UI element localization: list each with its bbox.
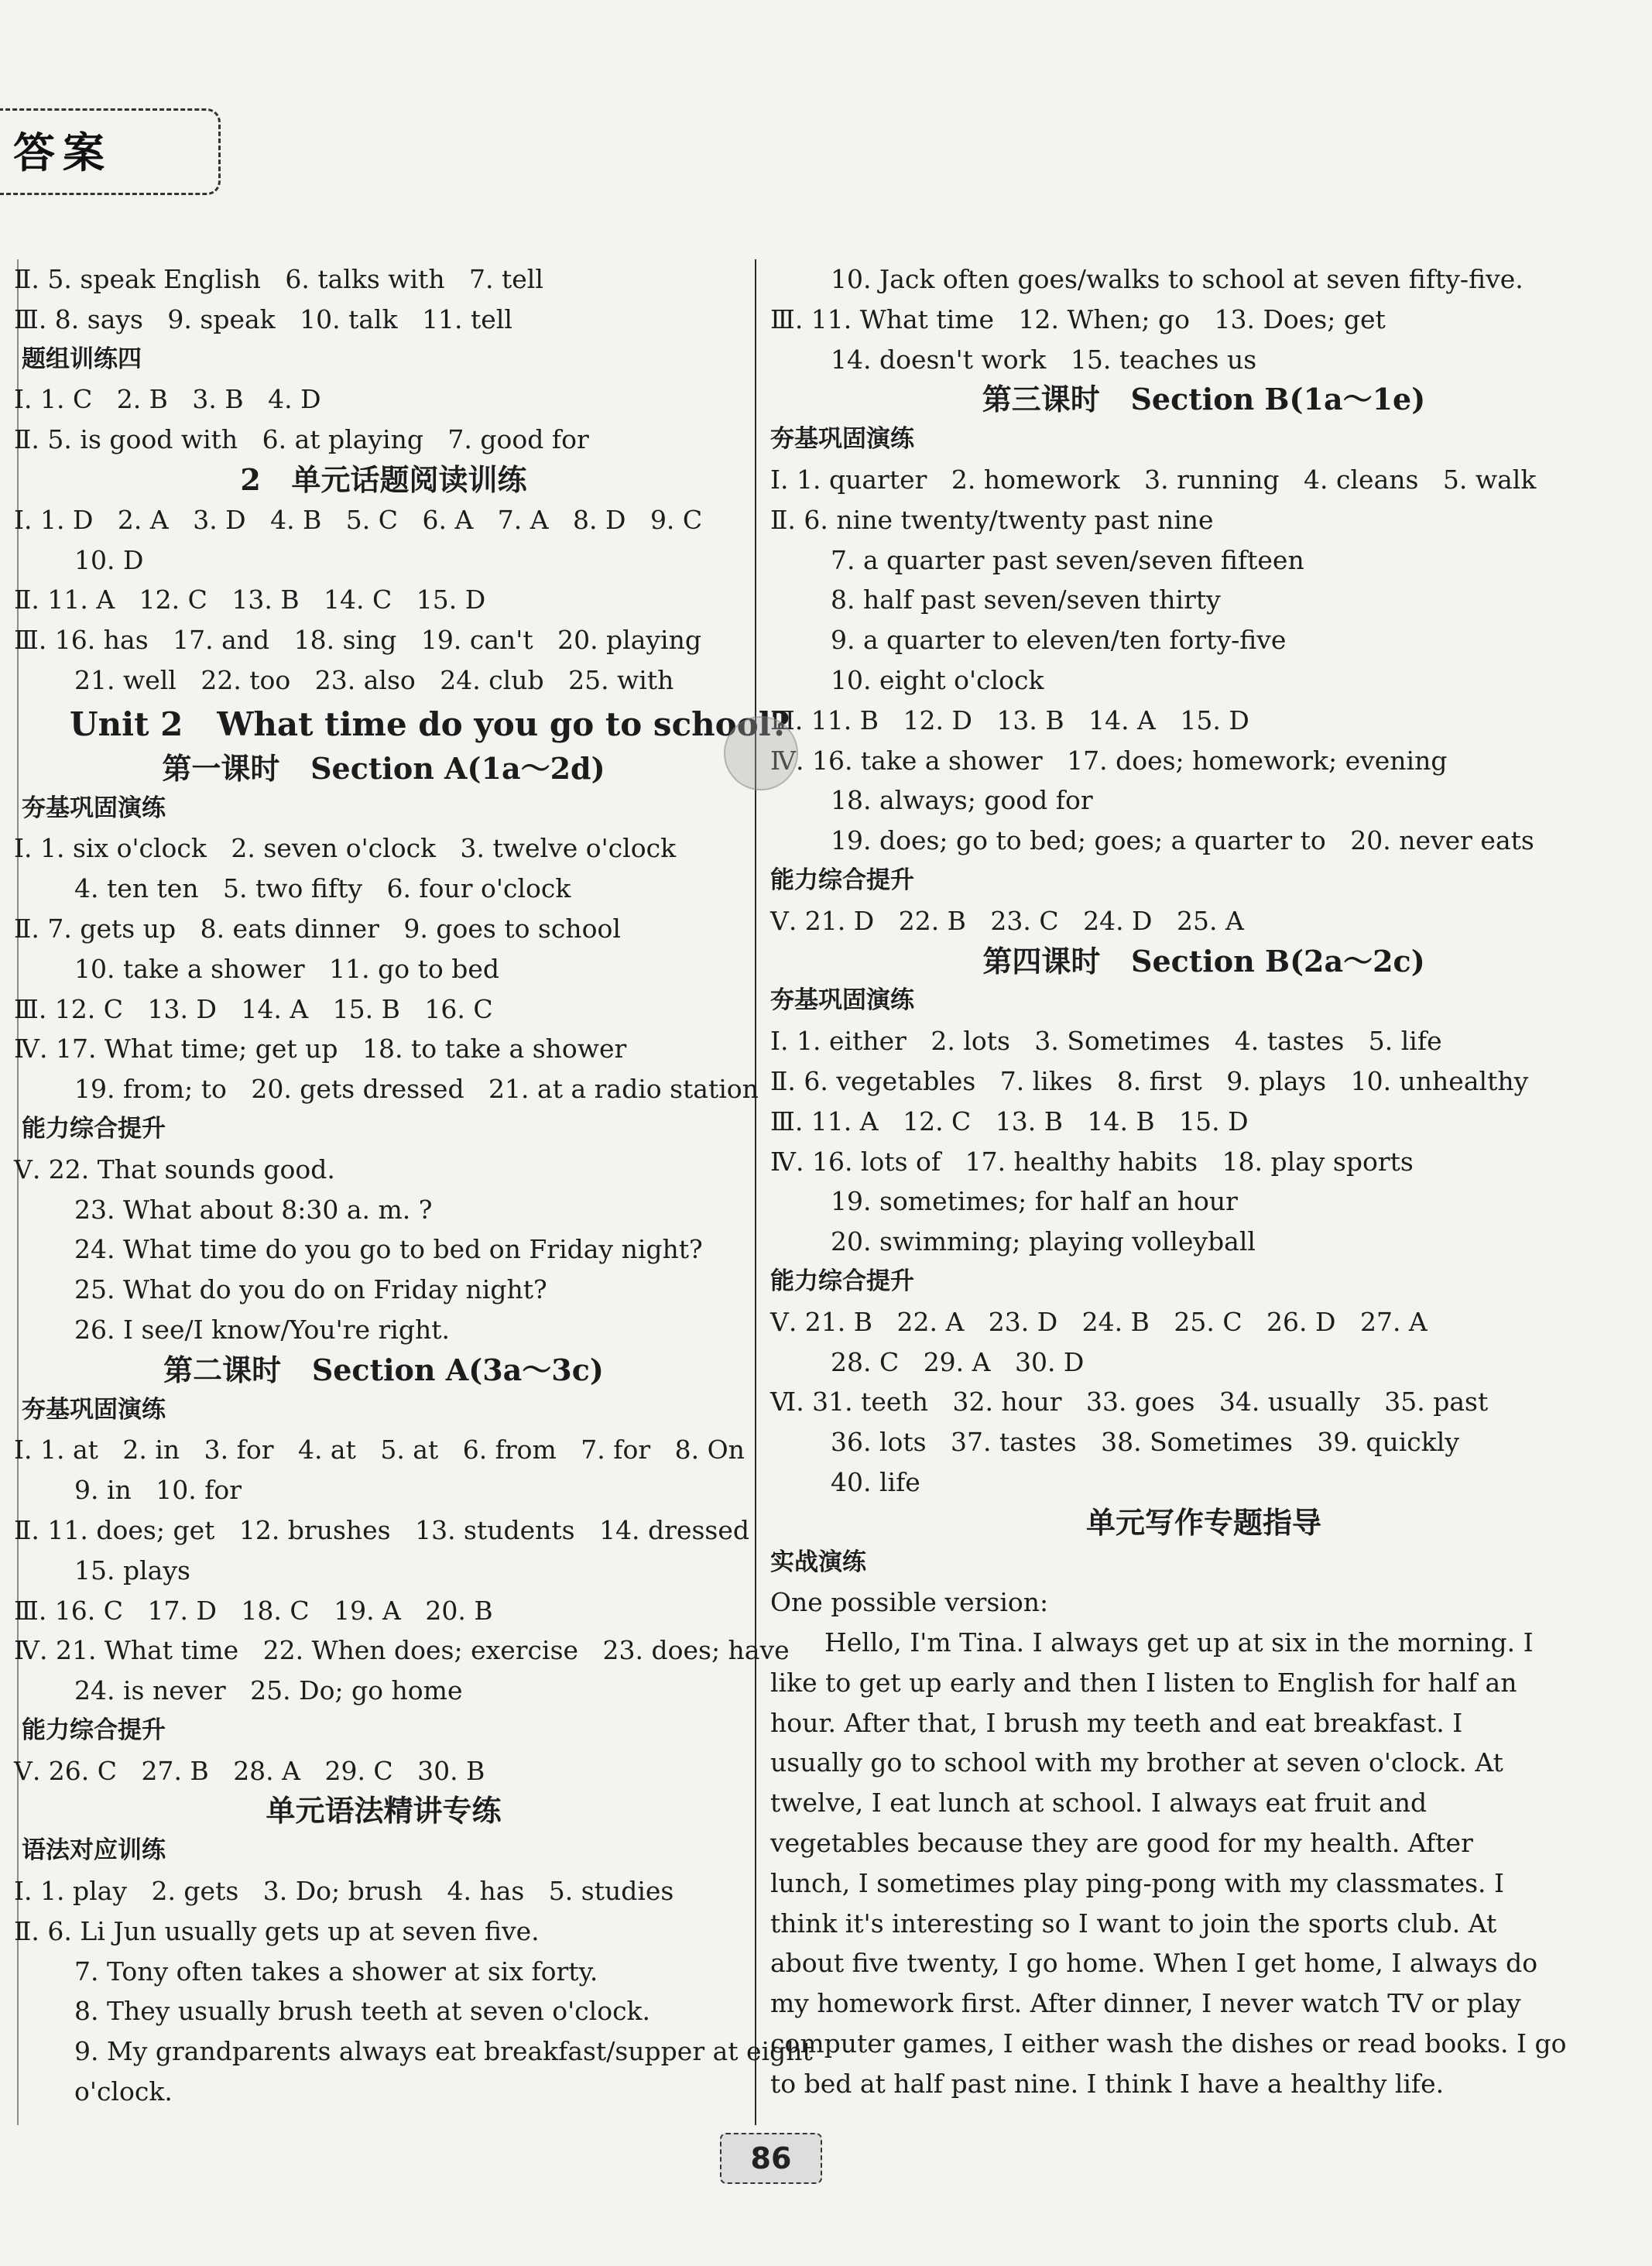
answer-line (14, 1430, 753, 1470)
answer-line (770, 2024, 1637, 2064)
exercise-label (770, 861, 1637, 901)
answer-line (770, 1703, 1637, 1743)
line-text: Unit 2 What time do you go to school? (70, 704, 790, 743)
line-text: Ⅲ. 11. What time 12. When; go 13. Does; get (770, 303, 1386, 334)
answer-line (770, 1181, 1637, 1222)
line-text: 能力综合提升 (22, 1114, 166, 1143)
answer-line (14, 500, 753, 540)
answer-line (14, 620, 753, 660)
line-text: Ⅱ. 6. nine twenty/twenty past nine (770, 504, 1214, 535)
answer-line (770, 1462, 1637, 1503)
line-text: 23. What about 8:30 a. m. ? (74, 1194, 433, 1225)
line-text: 15. plays (74, 1555, 190, 1586)
line-text: Ⅰ. 1. six o'clock 2. seven o'clock 3. twelve o'clock (14, 833, 677, 864)
answer-line (770, 1302, 1637, 1342)
answer-line (770, 1422, 1637, 1462)
answer-line (770, 901, 1637, 941)
line-text: 实战演练 (770, 1548, 866, 1576)
answer-line (14, 949, 753, 989)
line-text: 9. a quarter to eleven/ten forty-five (831, 625, 1287, 656)
answer-line (770, 1743, 1637, 1783)
exercise-label (14, 789, 753, 829)
line-text: 24. is never 25. Do; go home (74, 1675, 463, 1706)
answer-line (770, 1382, 1637, 1422)
line-text: Hello, I'm Tina. I always get up at six in the morning. I (824, 1627, 1534, 1658)
line-text: 第三课时 Section B(1a～1e) (982, 382, 1426, 417)
answer-line (770, 701, 1637, 741)
left-column (14, 259, 813, 2112)
line-text: 夯基巩固演练 (22, 1395, 166, 1424)
answer-line (14, 1591, 753, 1631)
line-text: Ⅱ. 11. A 12. C 13. B 14. C 15. D (14, 584, 486, 615)
line-text: 单元语法精讲专练 (266, 1793, 502, 1829)
answer-line (14, 909, 753, 949)
line-text: 10. D (74, 544, 144, 575)
line-text: Ⅱ. 6. Li Jun usually gets up at seven five. (14, 1915, 540, 1946)
answer-line (770, 500, 1637, 540)
line-text: Ⅰ. 1. quarter 2. homework 3. running 4. cleans 5. walk (770, 464, 1537, 495)
line-text: 19. does; go to bed; goes; a quarter to 20. never eats (831, 825, 1534, 856)
answer-line (770, 1663, 1637, 1703)
answer-line (770, 620, 1637, 660)
line-text: 2 单元话题阅读训练 (240, 461, 527, 497)
exercise-label (770, 981, 1637, 1021)
line-text: 28. C 29. A 30. D (831, 1346, 1085, 1377)
answer-line (14, 1150, 753, 1190)
line-text: 单元写作专题指导 (1085, 1504, 1321, 1540)
line-text: 21. well 22. too 23. also 24. club 25. with (74, 664, 674, 695)
exercise-label (770, 1543, 1637, 1583)
answer-line (770, 1983, 1637, 2024)
line-text: Ⅴ. 22. That sounds good. (14, 1154, 335, 1184)
exercise-label (770, 420, 1637, 460)
answer-line (770, 1943, 1637, 1983)
exercise-label (14, 1831, 753, 1871)
column-divider (755, 259, 756, 2125)
answer-line (770, 460, 1637, 500)
line-text: One possible version: (770, 1587, 1049, 1618)
line-text: 第一课时 Section A(1a～2d) (162, 750, 605, 786)
line-text: 夯基巩固演练 (22, 794, 166, 822)
line-text: 夯基巩固演练 (770, 425, 914, 454)
answer-line (770, 540, 1637, 581)
answer-line (770, 1823, 1637, 1863)
line-text: 20. swimming; playing volleyball (831, 1226, 1256, 1257)
answer-header-box (0, 108, 221, 195)
line-text: 10. take a shower 11. go to bed (74, 953, 500, 984)
answer-line (770, 1904, 1637, 1944)
page-number: 86 (720, 2133, 822, 2184)
line-text: Ⅲ. 11. B 12. D 13. B 14. A 15. D (770, 704, 1249, 735)
line-text: Ⅰ. 1. at 2. in 3. for 4. at 5. at 6. from 7. for 8. On (14, 1435, 745, 1466)
section-heading (770, 1503, 1637, 1543)
line-text: hour. After that, I brush my teeth and eat breakfast. I (770, 1707, 1463, 1738)
line-text: lunch, I sometimes play ping-pong with my classmates. I (770, 1867, 1505, 1898)
answer-line (14, 1911, 753, 1952)
answer-line (14, 540, 753, 581)
line-text: o'clock. (74, 2076, 173, 2107)
line-text: computer games, I either wash the dishes or read books. I go (770, 2028, 1567, 2059)
line-text: Ⅲ. 16. C 17. D 18. C 19. A 20. B (14, 1595, 493, 1626)
answer-line (14, 1630, 790, 1671)
answer-line (14, 379, 753, 420)
line-text: Ⅰ. 1. C 2. B 3. B 4. D (14, 384, 321, 415)
line-text: Ⅱ. 7. gets up 8. eats dinner 9. goes to school (14, 913, 621, 944)
section-heading (14, 1791, 753, 1831)
answer-line (14, 1871, 753, 1911)
line-text: Ⅳ. 16. take a shower 17. does; homework; evening (770, 745, 1448, 776)
answer-line (770, 821, 1637, 861)
line-text: Ⅴ. 21. B 22. A 23. D 24. B 25. C 26. D 27. A (770, 1306, 1428, 1337)
answer-line (14, 259, 753, 300)
answer-line (14, 2031, 813, 2072)
answer-line (770, 1783, 1637, 1823)
exercise-label (14, 1390, 753, 1431)
line-text: think it's interesting so I want to join the sports club. At (770, 1908, 1497, 1939)
section-heading (14, 701, 790, 749)
line-text: 25. What do you do on Friday night? (74, 1274, 547, 1305)
line-text: 19. from; to 20. gets dressed 21. at a radio station (74, 1074, 759, 1105)
line-text: Ⅱ. 6. vegetables 7. likes 8. first 9. plays 10. unhealthy (770, 1065, 1529, 1096)
answer-line (770, 300, 1637, 340)
line-text: Ⅳ. 21. What time 22. When does; exercise 23. does; have (14, 1635, 790, 1666)
line-text: 7. a quarter past seven/seven fifteen (831, 544, 1304, 575)
answer-line (14, 1069, 759, 1109)
answer-line (770, 1342, 1637, 1383)
line-text: Ⅴ. 21. D 22. B 23. C 24. D 25. A (770, 905, 1244, 936)
answer-header-title: 答案 (13, 129, 112, 177)
answer-line (14, 1751, 753, 1791)
exercise-label (14, 1109, 753, 1150)
answer-line (770, 2064, 1637, 2104)
line-text: 9. in 10. for (74, 1475, 242, 1506)
answer-line (14, 420, 753, 460)
answer-line (770, 1021, 1637, 1061)
answer-line (14, 2072, 753, 2112)
line-text: Ⅵ. 31. teeth 32. hour 33. goes 34. usually 35. past (770, 1387, 1489, 1418)
answer-line (14, 580, 753, 620)
line-text: 10. Jack often goes/walks to school at seven fifty-five. (831, 264, 1523, 294)
line-text: 能力综合提升 (770, 1267, 914, 1295)
right-column (770, 259, 1637, 2104)
line-text: Ⅳ. 17. What time; get up 18. to take a shower (14, 1034, 627, 1064)
answer-line (770, 1623, 1637, 1663)
line-text: 24. What time do you go to bed on Friday night? (74, 1234, 703, 1265)
line-text: Ⅱ. 11. does; get 12. brushes 13. students 14. dressed (14, 1514, 749, 1545)
answer-line (770, 259, 1637, 300)
answer-line (14, 1310, 753, 1350)
answer-line (14, 1952, 753, 1992)
answer-line (770, 580, 1637, 620)
answer-line (14, 1229, 753, 1270)
line-text: 10. eight o'clock (831, 664, 1044, 695)
answer-line (14, 1470, 753, 1510)
line-text: 8. They usually brush teeth at seven o'clock. (74, 1996, 651, 2027)
line-text: 第四课时 Section B(2a～2c) (982, 943, 1425, 979)
line-text: 语法对应训练 (22, 1836, 166, 1865)
line-text: 能力综合提升 (770, 866, 914, 894)
line-text: 26. I see/I know/You're right. (74, 1314, 450, 1345)
line-text: twelve, I eat lunch at school. I always eat fruit and (770, 1788, 1428, 1819)
answer-line (14, 300, 753, 340)
line-text: 7. Tony often takes a shower at six forty. (74, 1956, 598, 1987)
answer-line (14, 1190, 753, 1230)
answer-line (770, 1222, 1637, 1262)
answer-line (14, 1510, 753, 1551)
line-text: 9. My grandparents always eat breakfast/supper at eight (74, 2036, 813, 2067)
answer-line (770, 340, 1637, 380)
answer-line (14, 1270, 753, 1310)
answer-line (770, 1061, 1637, 1102)
line-text: like to get up early and then I listen to English for half an (770, 1667, 1517, 1698)
answer-line (770, 1142, 1637, 1182)
line-text: to bed at half past nine. I think I have a healthy life. (770, 2068, 1445, 2099)
answer-line (770, 660, 1637, 701)
line-text: Ⅰ. 1. D 2. A 3. D 4. B 5. C 6. A 7. A 8. D 9. C (14, 504, 703, 535)
line-text: Ⅰ. 1. play 2. gets 3. Do; brush 4. has 5. studies (14, 1876, 674, 1907)
line-text: 36. lots 37. tastes 38. Sometimes 39. quickly (831, 1427, 1459, 1458)
line-text: 19. sometimes; for half an hour (831, 1186, 1238, 1217)
section-heading (14, 460, 753, 500)
line-text: 8. half past seven/seven thirty (831, 584, 1221, 615)
answer-line (770, 780, 1637, 821)
answer-line (770, 1102, 1637, 1142)
line-text: 18. always; good for (831, 785, 1093, 816)
answer-line (770, 1582, 1637, 1623)
section-heading (14, 1350, 753, 1390)
answer-line (14, 989, 753, 1030)
answer-line (14, 660, 753, 701)
line-text: 能力综合提升 (22, 1716, 166, 1744)
line-text: Ⅲ. 12. C 13. D 14. A 15. B 16. C (14, 993, 493, 1024)
answer-line (770, 741, 1637, 781)
exercise-label (770, 1262, 1637, 1302)
line-text: 4. ten ten 5. two fifty 6. four o'clock (74, 873, 571, 904)
answer-line (770, 1863, 1637, 1904)
exercise-label (14, 1711, 753, 1751)
line-text: Ⅱ. 5. speak English 6. talks with 7. tell (14, 264, 543, 294)
answer-line (14, 828, 753, 869)
line-text: 第二课时 Section A(3a～3c) (163, 1352, 604, 1387)
line-text: 14. doesn't work 15. teaches us (831, 344, 1257, 375)
line-text: Ⅱ. 5. is good with 6. at playing 7. good for (14, 424, 589, 455)
exercise-label (14, 340, 753, 380)
line-text: 夯基巩固演练 (770, 986, 914, 1015)
answer-line (14, 1551, 753, 1591)
line-text: Ⅰ. 1. either 2. lots 3. Sometimes 4. tastes 5. life (770, 1026, 1442, 1057)
section-heading (14, 749, 753, 789)
line-text: my homework first. After dinner, I never watch TV or play (770, 1988, 1521, 2019)
answer-line (14, 1991, 753, 2031)
section-heading (770, 941, 1637, 982)
line-text: Ⅲ. 11. A 12. C 13. B 14. B 15. D (770, 1106, 1249, 1136)
line-text: Ⅴ. 26. C 27. B 28. A 29. C 30. B (14, 1755, 485, 1786)
answer-line (14, 1671, 753, 1711)
line-text: usually go to school with my brother at seven o'clock. At (770, 1747, 1503, 1778)
watermark-stamp (724, 716, 798, 790)
line-text: vegetables because they are good for my health. After (770, 1828, 1473, 1859)
line-text: Ⅳ. 16. lots of 17. healthy habits 18. play sports (770, 1146, 1414, 1177)
answer-line (14, 869, 753, 909)
line-text: 40. life (831, 1466, 920, 1497)
line-text: Ⅲ. 16. has 17. and 18. sing 19. can't 20. playing (14, 625, 701, 656)
section-heading (770, 379, 1637, 420)
answer-line (14, 1029, 753, 1069)
line-text: 题组训练四 (22, 345, 142, 373)
line-text: about five twenty, I go home. When I get home, I always do (770, 1948, 1538, 1979)
line-text: Ⅲ. 8. says 9. speak 10. talk 11. tell (14, 303, 512, 334)
